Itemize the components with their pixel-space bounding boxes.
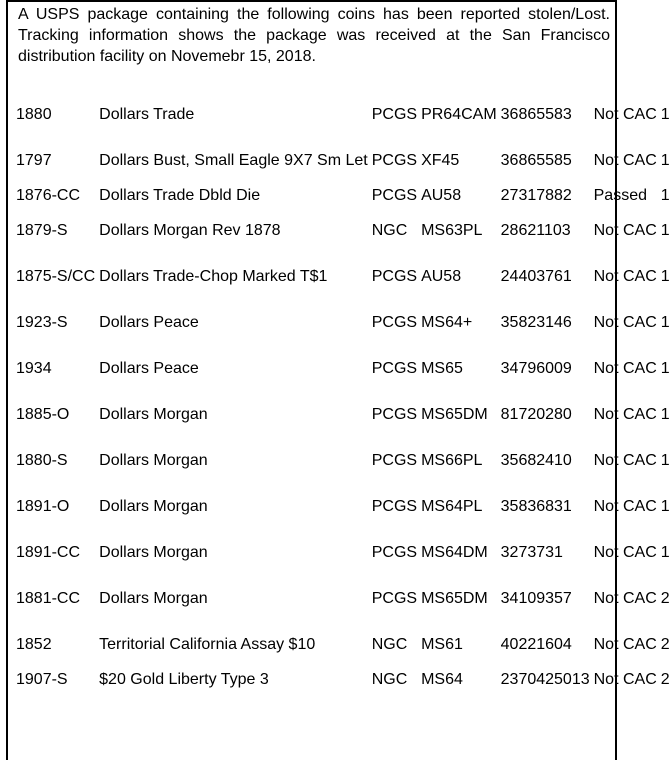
coin-grading-service: PCGS <box>371 151 418 169</box>
coin-row <box>14 183 672 207</box>
coin-description: Dollars Peace <box>99 359 199 377</box>
coin-year: 1852 <box>16 635 52 653</box>
coin-cert-number: 27317882 <box>500 186 572 204</box>
coin-year: 1891-O <box>16 497 70 515</box>
coin-row <box>14 437 672 483</box>
coin-cert-number: 2370425013 <box>500 670 590 688</box>
coin-description: Dollars Trade <box>99 105 195 123</box>
coin-grading-service: PCGS <box>371 359 418 377</box>
coin-quantity: 1 <box>660 105 670 123</box>
coin-year: 1875-S/CC <box>16 267 96 285</box>
coin-cert-number: 3273731 <box>500 543 563 561</box>
coin-quantity: 1 <box>660 405 670 423</box>
coin-quantity: 1 <box>660 221 670 239</box>
coin-description: $20 Gold Liberty Type 3 <box>99 670 269 688</box>
coin-cac-status: Not CAC <box>593 313 657 331</box>
coin-grading-service: PCGS <box>371 497 418 515</box>
coin-cert-number: 35836831 <box>500 497 572 515</box>
coin-cert-number: 28621103 <box>500 221 571 239</box>
coin-grading-service: PCGS <box>371 186 418 204</box>
coin-grading-service: PCGS <box>371 451 418 469</box>
coin-year: 1880 <box>16 105 52 123</box>
coin-grade: MS64DM <box>421 543 488 561</box>
coin-description: Dollars Peace <box>99 313 199 331</box>
coin-quantity: 1 <box>660 359 670 377</box>
coin-table <box>14 91 672 691</box>
coin-cert-number: 35682410 <box>500 451 572 469</box>
coin-cac-status: Not CAC <box>593 543 657 561</box>
coin-quantity: 1 <box>660 497 670 515</box>
coin-row <box>14 207 672 253</box>
coin-table-body <box>14 91 672 691</box>
coin-cac-status: Not CAC <box>593 497 657 515</box>
coin-row <box>14 253 672 299</box>
coin-grade: MS61 <box>421 635 463 653</box>
coin-cac-status: Passed <box>593 186 647 204</box>
coin-year: 1876-CC <box>16 186 81 204</box>
coin-cert-number: 81720280 <box>500 405 572 423</box>
coin-year: 1797 <box>16 151 52 169</box>
coin-year: 1880-S <box>16 451 68 469</box>
coin-quantity: 1 <box>660 267 670 285</box>
coin-quantity: 2 <box>660 589 670 607</box>
coin-cac-status: Not CAC <box>593 105 657 123</box>
coin-year: 1934 <box>16 359 52 377</box>
coin-description: Dollars Trade Dbld Die <box>99 186 261 204</box>
coin-row <box>14 529 672 575</box>
coin-row <box>14 299 672 345</box>
coin-row <box>14 667 672 691</box>
coin-grading-service: NGC <box>371 221 408 239</box>
coin-description: Territorial California Assay $10 <box>99 635 316 653</box>
coin-cert-number: 34109357 <box>500 589 572 607</box>
coin-grading-service: PCGS <box>371 313 418 331</box>
coin-quantity: 1 <box>660 313 670 331</box>
coin-row <box>14 483 672 529</box>
intro-paragraph: A USPS package containing the following coins has been reported stolen/Lost. Tracking information shows the package was received at the San Francisco distribution facility on Novemebr 15, 2018. <box>18 6 610 65</box>
coin-description: Dollars Trade-Chop Marked T$1 <box>99 267 328 285</box>
coin-year: 1891-CC <box>16 543 81 561</box>
coin-description: Dollars Morgan <box>99 405 208 423</box>
coin-grading-service: PCGS <box>371 589 418 607</box>
coin-grade: XF45 <box>421 151 460 169</box>
coin-description: Dollars Morgan <box>99 451 208 469</box>
coin-grading-service: PCGS <box>371 105 418 123</box>
coin-cac-status: Not CAC <box>593 589 657 607</box>
coin-description: Dollars Morgan <box>99 497 208 515</box>
coin-description: Dollars Bust, Small Eagle 9X7 Sm Let <box>99 151 368 169</box>
coin-grading-service: NGC <box>371 670 408 688</box>
coin-cac-status: Not CAC <box>593 670 657 688</box>
coin-grade: MS63PL <box>421 221 483 239</box>
coin-cac-status: Not CAC <box>593 405 657 423</box>
coin-cac-status: Not CAC <box>593 151 657 169</box>
coin-cert-number: 40221604 <box>500 635 572 653</box>
coin-grading-service: PCGS <box>371 267 418 285</box>
coin-row <box>14 137 672 183</box>
coin-quantity: 2 <box>660 670 670 688</box>
coin-cert-number: 24403761 <box>500 267 572 285</box>
coin-year: 1885-O <box>16 405 70 423</box>
coin-grading-service: PCGS <box>371 405 418 423</box>
coin-grade: MS66PL <box>421 451 483 469</box>
coin-quantity: 1 <box>660 543 670 561</box>
coin-grade: PR64CAM <box>421 105 497 123</box>
coin-grade: MS65DM <box>421 589 488 607</box>
coin-cac-status: Not CAC <box>593 635 657 653</box>
coin-description: Dollars Morgan <box>99 543 208 561</box>
coin-description: Dollars Morgan Rev 1878 <box>99 221 281 239</box>
coin-grade: MS64+ <box>421 313 473 331</box>
coin-grade: MS64PL <box>421 497 483 515</box>
coin-year: 1879-S <box>16 221 68 239</box>
coin-year: 1907-S <box>16 670 68 688</box>
coin-cert-number: 36865583 <box>500 105 572 123</box>
coin-cert-number: 34796009 <box>500 359 572 377</box>
coin-grade: AU58 <box>421 267 462 285</box>
coin-row <box>14 621 672 667</box>
coin-quantity: 1 <box>660 451 670 469</box>
coin-grading-service: PCGS <box>371 543 418 561</box>
coin-quantity: 1 <box>660 186 670 204</box>
coin-cert-number: 35823146 <box>500 313 572 331</box>
coin-cert-number: 36865585 <box>500 151 572 169</box>
coin-quantity: 2 <box>660 635 670 653</box>
coin-cac-status: Not CAC <box>593 221 657 239</box>
coin-row <box>14 91 672 137</box>
coin-grade: MS65 <box>421 359 463 377</box>
coin-year: 1881-CC <box>16 589 81 607</box>
coin-cac-status: Not CAC <box>593 267 657 285</box>
coin-row <box>14 575 672 621</box>
coin-row <box>14 391 672 437</box>
coin-cac-status: Not CAC <box>593 451 657 469</box>
coin-description: Dollars Morgan <box>99 589 208 607</box>
coin-row <box>14 345 672 391</box>
coin-grade: MS65DM <box>421 405 488 423</box>
coin-grade: MS64 <box>421 670 463 688</box>
coin-year: 1923-S <box>16 313 68 331</box>
coin-cac-status: Not CAC <box>593 359 657 377</box>
coin-grade: AU58 <box>421 186 462 204</box>
coin-quantity: 1 <box>660 151 670 169</box>
coin-grading-service: NGC <box>371 635 408 653</box>
